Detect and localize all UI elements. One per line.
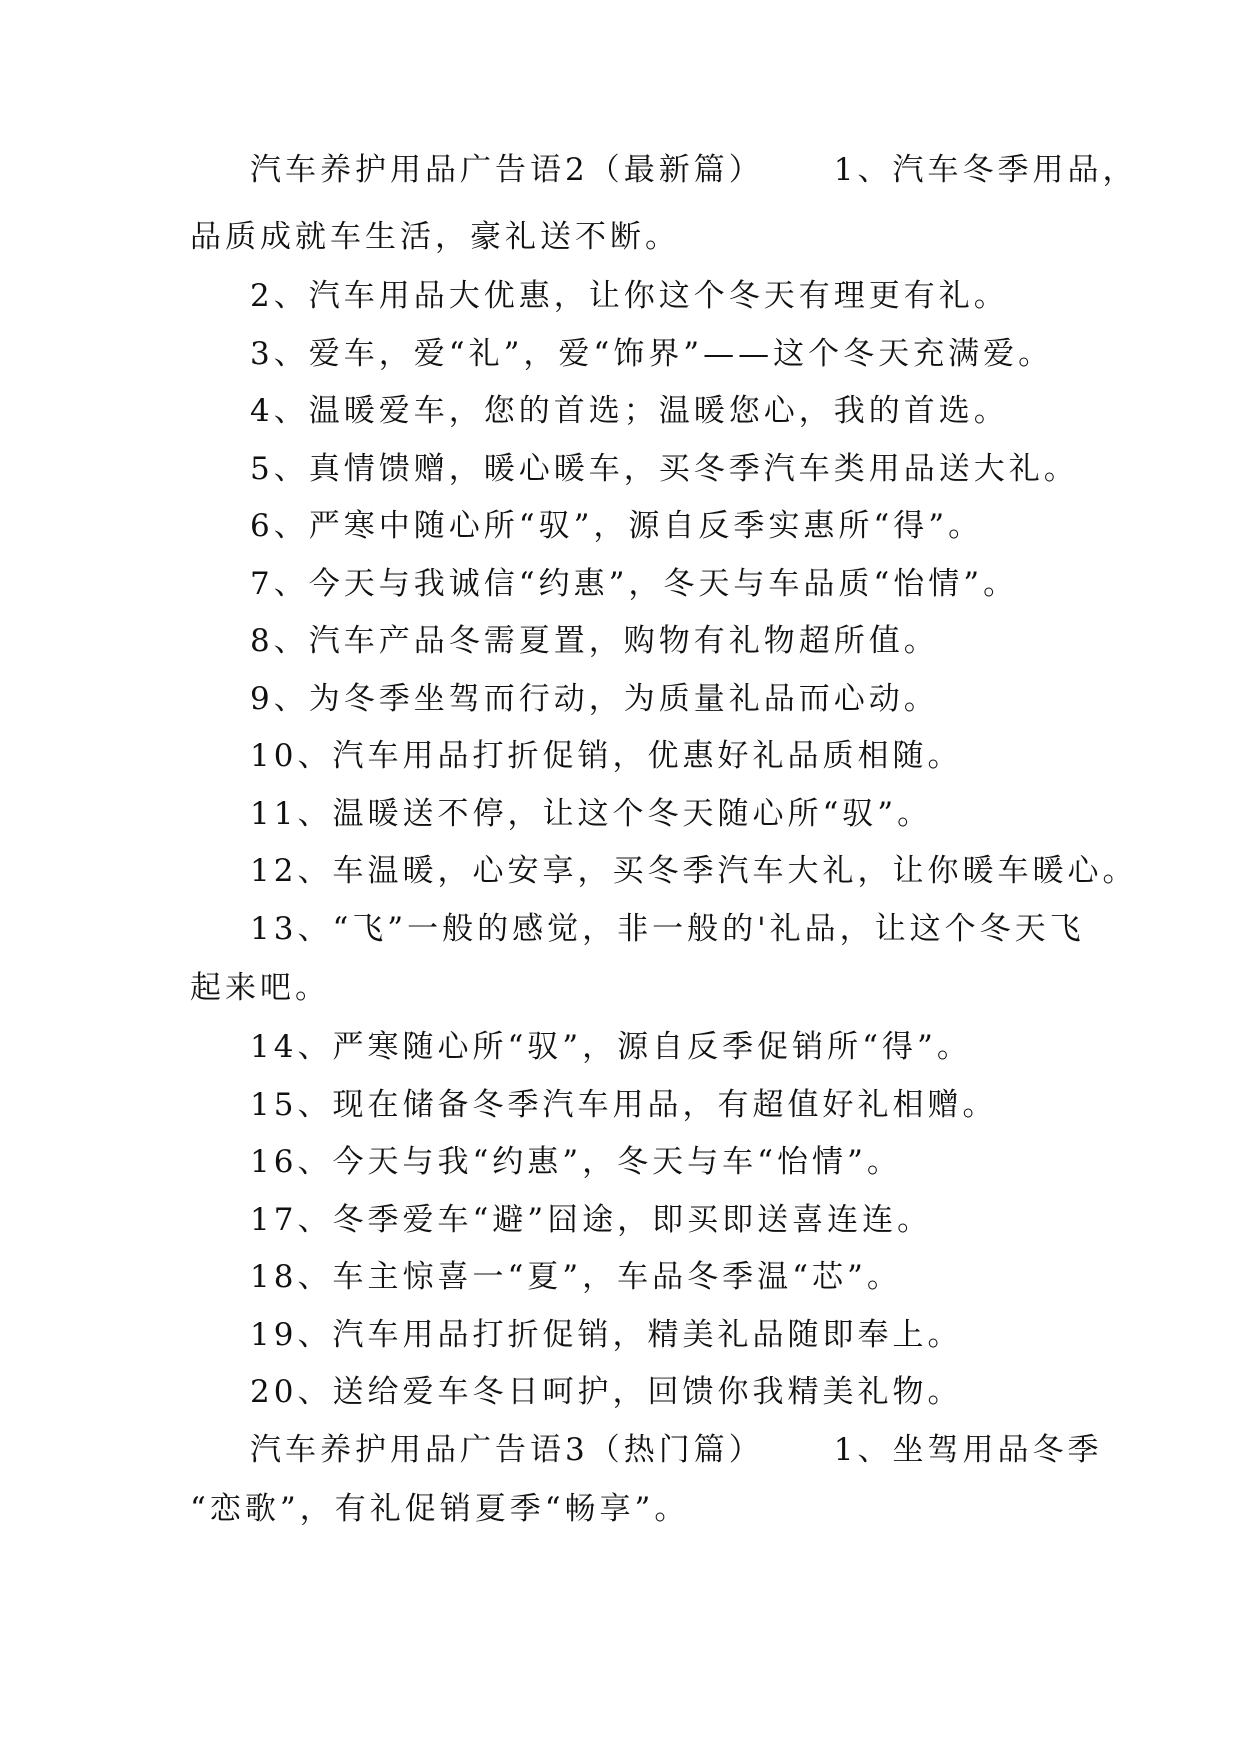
text-line: 14、严寒随心所“驭”，源自反季促销所“得”。 (250, 1029, 972, 1065)
text-line: 13、“飞”一般的感觉，非一般的'礼品，让这个冬天飞 (250, 911, 1085, 947)
text-span: 1、汽车冬季用品， (833, 152, 1138, 188)
section-heading: 汽车养护用品广告语2（最新篇） (250, 152, 764, 188)
text-line: 20、送给爱车冬日呵护，回馈你我精美礼物。 (250, 1374, 963, 1410)
text-line: 2、汽车用品大优惠，让你这个冬天有理更有礼。 (250, 278, 1009, 314)
text-line: 品质成就车生活，豪礼送不断。 (190, 219, 680, 255)
text-line: 19、汽车用品打折促销，精美礼品随即奉上。 (250, 1317, 963, 1353)
text-line: 4、温暖爱车，您的首选；温暖您心，我的首选。 (250, 393, 1009, 429)
text-line: 12、车温暖，心安享，买冬季汽车大礼，让你暖车暖心。 (250, 853, 1138, 889)
section-heading: 汽车养护用品广告语3（热门篇） (250, 1432, 764, 1468)
text-line: 17、冬季爱车“避”囧途，即买即送喜连连。 (250, 1202, 933, 1238)
text-line: 11、温暖送不停，让这个冬天随心所“驭”。 (250, 796, 933, 832)
text-line: 起来吧。 (190, 970, 330, 1006)
text-line: 9、为冬季坐驾而行动，为质量礼品而心动。 (250, 681, 939, 717)
text-line (250, 150, 1137, 190)
text-line: 10、汽车用品打折促销，优惠好礼品质相随。 (250, 738, 963, 774)
text-line: 5、真情馈赠，暖心暖车，买冬季汽车类用品送大礼。 (250, 451, 1079, 487)
text-line: 6、严寒中随心所“驭”，源自反季实惠所“得”。 (250, 508, 984, 544)
text-line: 18、车主惊喜一“夏”，车品冬季温“芯”。 (250, 1259, 902, 1295)
text-line: 8、汽车产品冬需夏置，购物有礼物超所值。 (250, 623, 939, 659)
text-line: 7、今天与我诚信“约惠”，冬天与车品质“怡情”。 (250, 566, 1019, 602)
text-line: 15、现在储备冬季汽车用品，有超值好礼相赠。 (250, 1087, 998, 1123)
text-line: “恋歌”，有礼促销夏季“畅享”。 (190, 1491, 690, 1527)
text-span: 1、坐驾用品冬季 (833, 1432, 1103, 1468)
text-line (250, 1430, 1102, 1470)
text-line: 3、爱车，爱“礼”，爱“饰界”——这个冬天充满爱。 (250, 336, 1054, 372)
text-line: 16、今天与我“约惠”，冬天与车“怡情”。 (250, 1144, 902, 1180)
